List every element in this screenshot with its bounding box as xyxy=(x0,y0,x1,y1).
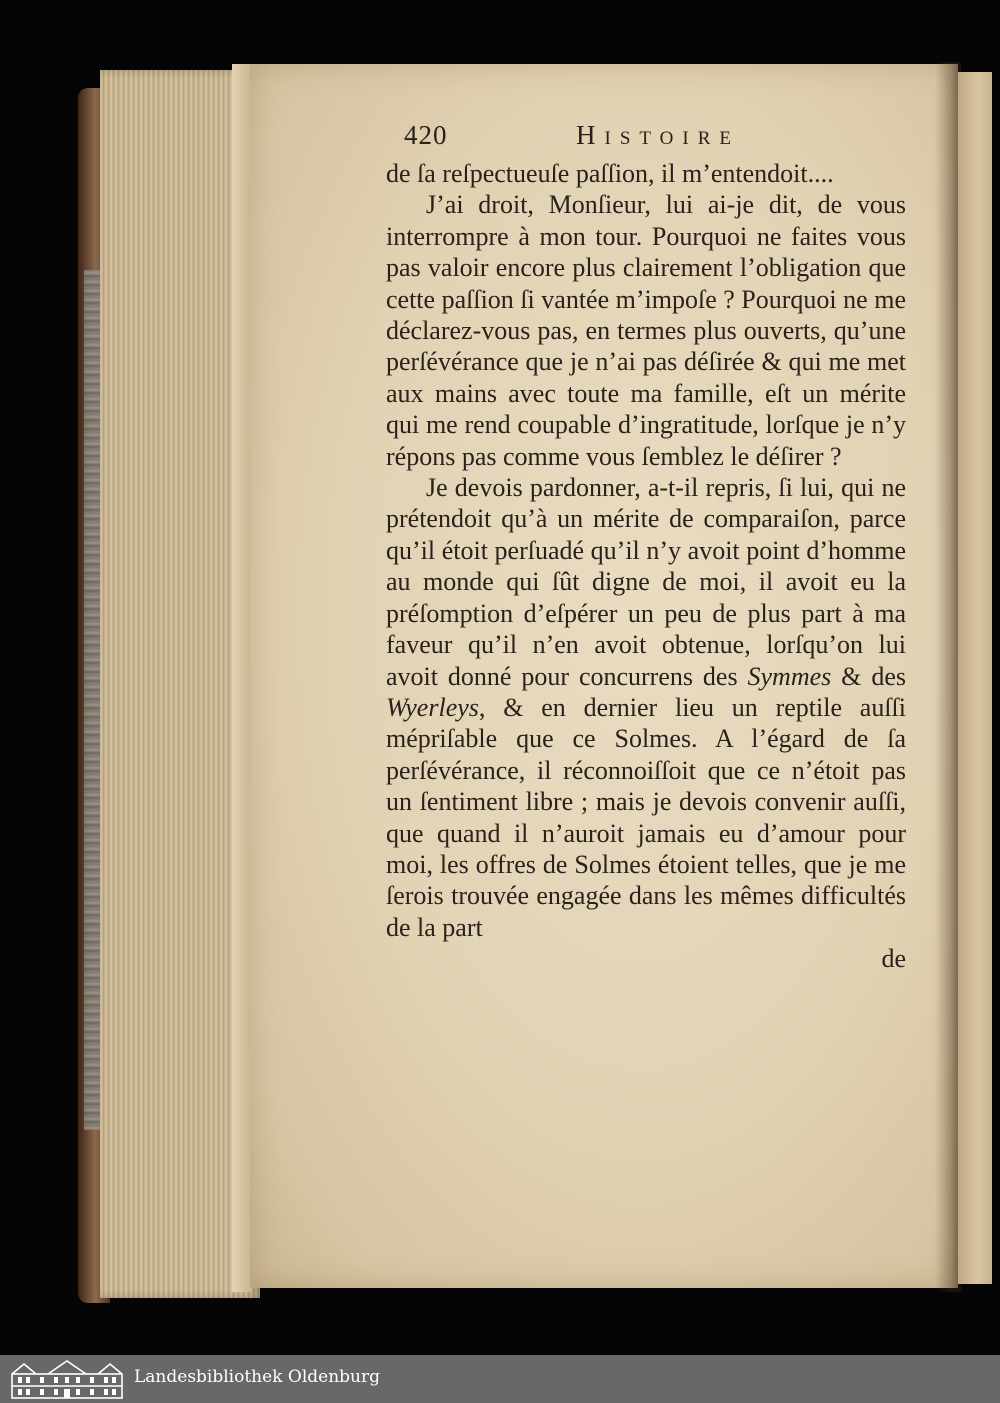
library-name: Landesbibliothek Oldenburg xyxy=(134,1367,381,1387)
italic-name-wyerleys: Wyerleys xyxy=(386,692,479,722)
page-header xyxy=(386,118,906,158)
running-head: Histoire xyxy=(576,120,740,150)
catchword: de xyxy=(881,944,906,974)
italic-name-symmes: Symmes xyxy=(747,661,832,691)
library-building-icon xyxy=(10,1358,124,1400)
paragraph-3 xyxy=(386,472,906,943)
library-footer-bar xyxy=(0,1355,1000,1403)
paragraph-1: de ſa reſpectueuſe paſſion, il m’entendoit.... xyxy=(386,159,834,188)
page-text-block xyxy=(386,118,906,974)
paragraph-3-text-b: & des xyxy=(831,661,906,691)
facing-page-edge xyxy=(958,72,992,1284)
page-number: 420 xyxy=(404,120,448,150)
paragraph-2: J’ai droit, Monſieur, lui ai-je dit, de vous interrompre à mon tour. Pourquoi ne faites vous pas valoir encore plus clairement l’obligation que cette paſſion ſi vantée m’impoſe ? Pourquoi ne me déclarez-vous pas, en termes plus ouverts, qu’une perſévérance que je n’ai pas déſirée & qui me met aux mains avec toute ma famille, eſt un mérite qui me rend coupable d’ingratitude, lorſque je n’y répons pas comme vous ſemblez le déſirer ? xyxy=(386,190,906,471)
page-edge-shadow xyxy=(232,64,252,1292)
paragraph-3-text-a: Je devois pardonner, a-t-il repris, ſi lui, qui ne prétendoit qu’à un mérite de comparaiſon, parce qu’il étoit perſuadé qu’il n’y avoit point d’homme au monde qui ſût digne de moi, il avoit eu la préſomption d’eſpérer un peu de plus part à ma faveur qu’il n’en avoit obtenue, lorſqu’on lui avoit donné pour concurrens des xyxy=(386,473,906,691)
paragraph-3-text-c: , & en dernier lieu un reptile auſſi mépriſable que ce Solmes. A l’égard de ſa perſévérance, il réconnoiſſoit que ce n’étoit pas un ſentiment libre ; mais je devois convenir auſſi, que quand il n’auroit jamais eu d’amour pour moi, les offres de Solmes étoient telles, que je me ſerois trouvée engagée dans les mêmes difficultés de la part xyxy=(386,692,906,942)
